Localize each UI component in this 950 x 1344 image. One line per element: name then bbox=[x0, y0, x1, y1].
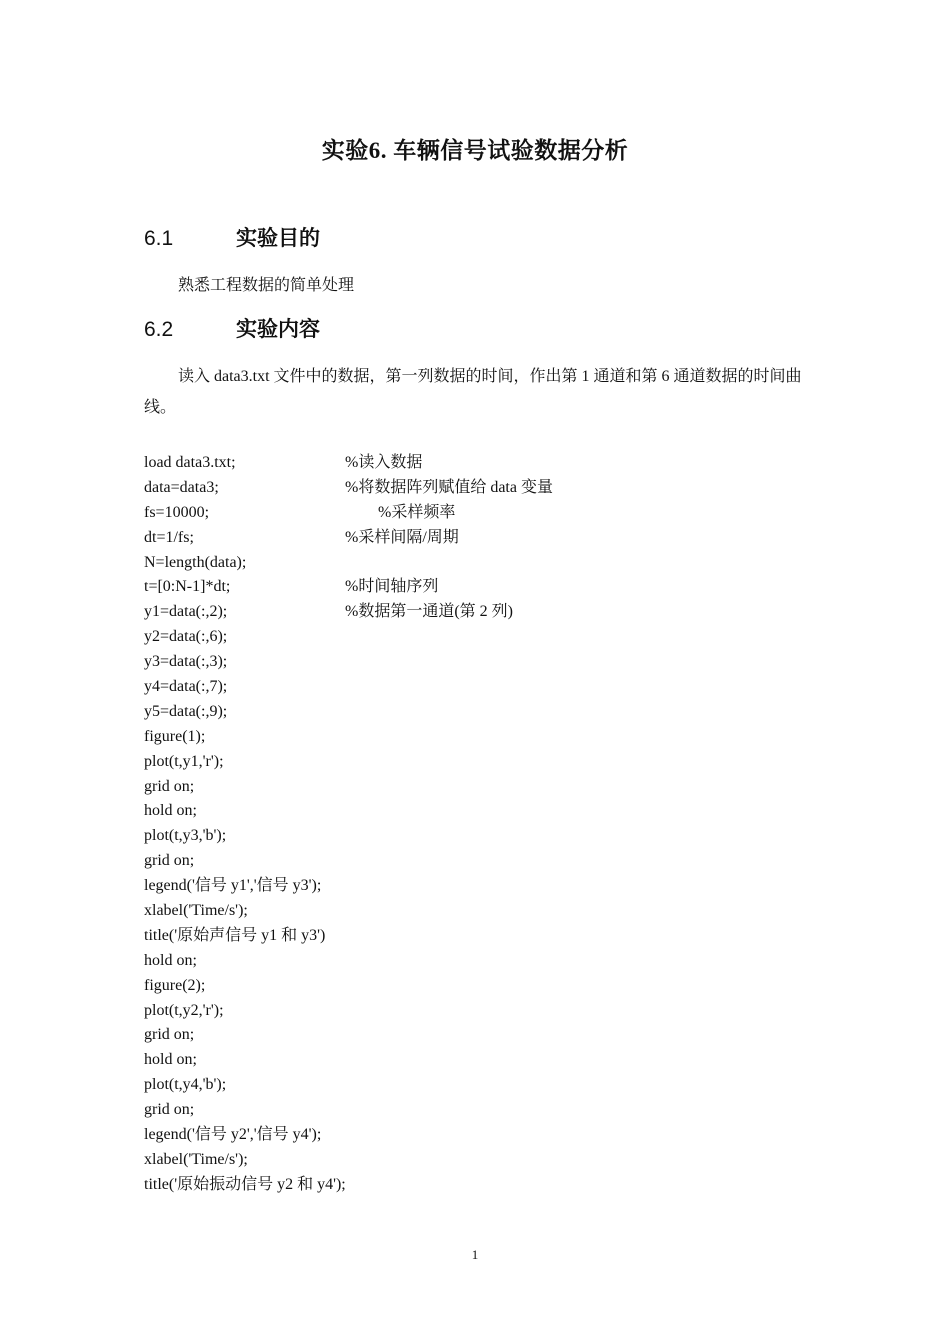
section-body-content: 读入 data3.txt 文件中的数据，第一列数据的时间，作出第 1 通道和第 6 通道数据的时间曲线。 bbox=[144, 368, 802, 416]
code-statement: hold on; bbox=[144, 1051, 197, 1069]
code-line bbox=[144, 824, 346, 849]
code-comment: %时间轴序列 bbox=[345, 578, 439, 596]
code-statement: plot(t,y1,'r'); bbox=[144, 752, 224, 770]
code-line bbox=[144, 1098, 346, 1123]
code-line bbox=[144, 526, 459, 551]
page-number: 1 bbox=[471, 1247, 479, 1262]
code-comment: %将数据阵列赋值给 data 变量 bbox=[345, 478, 553, 496]
page-title: 实验6. 车辆信号试验数据分析 bbox=[321, 138, 629, 163]
code-line bbox=[144, 650, 346, 675]
code-line bbox=[144, 750, 346, 775]
section-number: 6.1 bbox=[144, 227, 174, 250]
code-line bbox=[144, 999, 346, 1024]
code-line bbox=[144, 700, 346, 725]
code-comment: %采样间隔/周期 bbox=[345, 528, 459, 546]
code-statement: xlabel('Time/s'); bbox=[144, 1150, 248, 1168]
code-line bbox=[144, 1148, 346, 1173]
code-statement: y4=data(:,7); bbox=[144, 678, 228, 696]
code-statement: dt=1/fs; bbox=[144, 528, 194, 546]
code-line bbox=[144, 476, 553, 501]
section-title: 实验内容 bbox=[236, 318, 320, 341]
code-line bbox=[144, 1073, 346, 1098]
code-statement: fs=10000; bbox=[144, 503, 210, 521]
code-statement: figure(2); bbox=[144, 976, 206, 994]
code-line bbox=[144, 974, 346, 999]
code-statement: grid on; bbox=[144, 777, 195, 795]
code-statement: y3=data(:,3); bbox=[144, 653, 228, 671]
code-statement: title('原始声信号 y1 和 y3') bbox=[144, 926, 326, 944]
code-line bbox=[144, 451, 423, 476]
code-statement: plot(t,y3,'b'); bbox=[144, 827, 227, 845]
section-title: 实验目的 bbox=[236, 227, 320, 250]
code-statement: grid on; bbox=[144, 852, 195, 870]
code-statement: grid on; bbox=[144, 1101, 195, 1119]
code-listing bbox=[144, 451, 553, 1198]
section-body-purpose: 熟悉工程数据的简单处理 bbox=[178, 277, 355, 294]
code-line bbox=[144, 874, 346, 899]
code-statement: xlabel('Time/s'); bbox=[144, 902, 248, 920]
code-line bbox=[144, 775, 346, 800]
code-line bbox=[144, 501, 456, 526]
code-statement: t=[0:N-1]*dt; bbox=[144, 578, 231, 596]
code-line bbox=[144, 949, 346, 974]
code-statement: y2=data(:,6); bbox=[144, 628, 228, 646]
code-statement: data=data3; bbox=[144, 478, 219, 496]
code-line bbox=[144, 600, 513, 625]
code-line bbox=[144, 1048, 346, 1073]
code-line bbox=[144, 1023, 346, 1048]
section-number: 6.2 bbox=[144, 318, 174, 341]
code-statement: plot(t,y2,'r'); bbox=[144, 1001, 224, 1019]
code-line bbox=[144, 849, 346, 874]
code-statement: y1=data(:,2); bbox=[144, 603, 228, 621]
code-statement: y5=data(:,9); bbox=[144, 702, 228, 720]
code-statement: N=length(data); bbox=[144, 553, 247, 571]
code-line bbox=[144, 625, 346, 650]
code-line bbox=[144, 899, 346, 924]
code-statement: legend('信号 y1','信号 y3'); bbox=[144, 877, 322, 895]
code-statement: grid on; bbox=[144, 1026, 195, 1044]
code-line bbox=[144, 1123, 346, 1148]
code-line bbox=[144, 575, 439, 600]
code-line bbox=[144, 799, 346, 824]
code-statement: title('原始振动信号 y2 和 y4'); bbox=[144, 1175, 346, 1193]
code-statement: hold on; bbox=[144, 802, 197, 820]
section-heading-content bbox=[144, 313, 320, 343]
section-heading-purpose bbox=[144, 222, 320, 252]
code-statement: plot(t,y4,'b'); bbox=[144, 1076, 227, 1094]
code-line bbox=[144, 725, 346, 750]
code-line bbox=[144, 675, 346, 700]
code-comment: %读入数据 bbox=[345, 454, 423, 471]
code-line bbox=[144, 1173, 346, 1198]
code-statement: hold on; bbox=[144, 951, 197, 969]
code-comment: %数据第一通道(第 2 列) bbox=[345, 603, 513, 621]
code-statement: legend('信号 y2','信号 y4'); bbox=[144, 1126, 322, 1144]
code-line bbox=[144, 924, 346, 949]
code-comment: %采样频率 bbox=[378, 503, 456, 521]
code-line bbox=[144, 551, 346, 576]
code-statement: figure(1); bbox=[144, 727, 206, 745]
code-statement: load data3.txt; bbox=[144, 454, 236, 471]
